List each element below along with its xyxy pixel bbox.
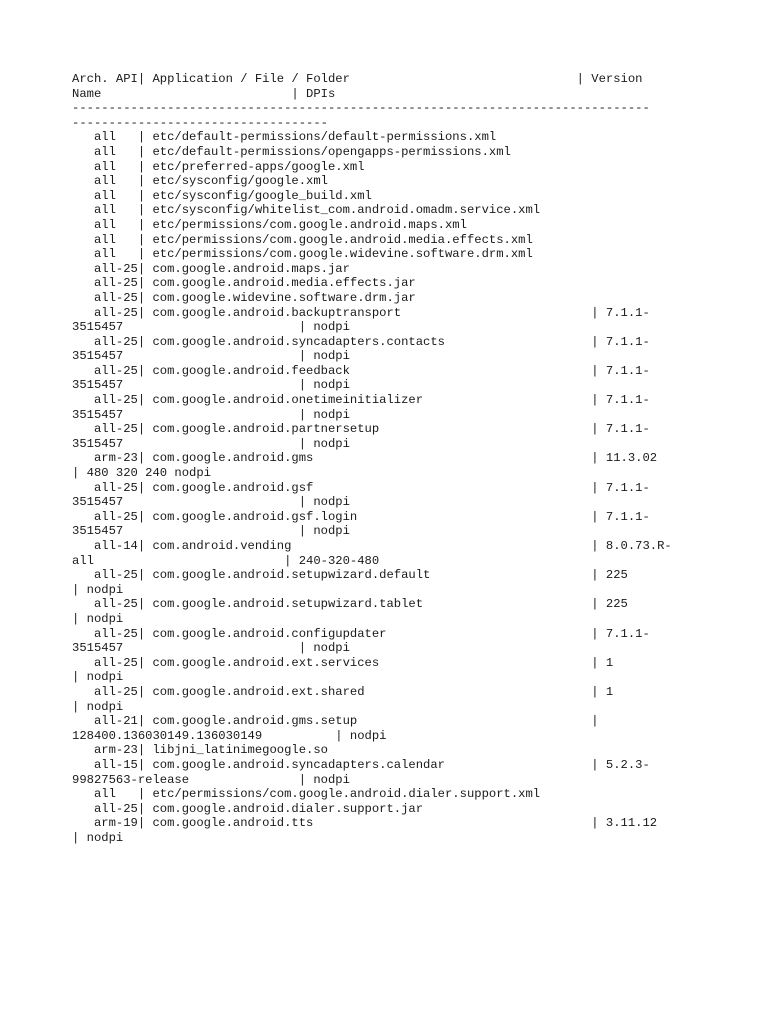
text-line: all-25| com.google.android.setupwizard.tablet | 225	[72, 597, 628, 612]
text-line: all | etc/permissions/com.google.android.dialer.support.xml	[72, 787, 541, 802]
text-line: 3515457 | nodpi	[72, 524, 350, 539]
text-line: all | etc/default-permissions/opengapps-permissions.xml	[72, 144, 511, 159]
text-line: | nodpi	[72, 611, 124, 626]
text-line: all-25| com.google.android.dialer.support.jar	[72, 801, 424, 816]
text-line: all-25| com.google.android.setupwizard.default | 225	[72, 568, 628, 583]
text-line: all-25| com.google.widevine.software.drm.jar	[72, 290, 416, 305]
text-line: all-25| com.google.android.syncadapters.contacts | 7.1.1-	[72, 334, 650, 349]
text-line: arm-23| com.google.android.gms | 11.3.02	[72, 451, 658, 466]
table-header-line: Name | DPIs	[72, 86, 336, 101]
text-line: all | etc/permissions/com.google.android.media.effects.xml	[72, 232, 533, 247]
text-line: | 480 320 240 nodpi	[72, 466, 211, 481]
text-line: all | etc/sysconfig/google.xml	[72, 174, 328, 189]
text-line: all-25| com.google.android.ext.services | 1	[72, 655, 614, 670]
text-line: all-25| com.google.android.onetimeinitializer | 7.1.1-	[72, 393, 650, 408]
text-line: all-15| com.google.android.syncadapters.calendar | 5.2.3-	[72, 757, 650, 772]
text-line: all-21| com.google.android.gms.setup |	[72, 714, 599, 729]
text-line: 3515457 | nodpi	[72, 378, 350, 393]
text-line: | nodpi	[72, 670, 124, 685]
text-line: 99827563-release | nodpi	[72, 772, 350, 787]
text-line: all | etc/sysconfig/whitelist_com.android.omadm.service.xml	[72, 203, 541, 218]
text-line: | nodpi	[72, 699, 124, 714]
text-line: all | 240-320-480	[72, 553, 380, 568]
text-line: all-25| com.google.android.media.effects.jar	[72, 276, 416, 291]
text-line: 3515457 | nodpi	[72, 349, 350, 364]
text-line: all-25| com.google.android.backuptransport | 7.1.1-	[72, 305, 650, 320]
text-line: all | etc/default-permissions/default-permissions.xml	[72, 130, 497, 145]
separator-line: -----------------------------------	[72, 115, 328, 130]
text-line: all-25| com.google.android.configupdater | 7.1.1-	[72, 626, 650, 641]
text-line: arm-19| com.google.android.tts | 3.11.12	[72, 816, 658, 831]
separator-line: -------------------------------------------------------------------------------	[72, 101, 650, 116]
text-line: 3515457 | nodpi	[72, 436, 350, 451]
text-line: all-25| com.google.android.maps.jar	[72, 261, 350, 276]
text-line: 128400.136030149.136030149 | nodpi	[72, 728, 387, 743]
text-line: 3515457 | nodpi	[72, 641, 350, 656]
text-line: all-25| com.google.android.gsf | 7.1.1-	[72, 480, 650, 495]
text-line: all | etc/permissions/com.google.widevine.software.drm.xml	[72, 247, 533, 262]
text-line: all | etc/sysconfig/google_build.xml	[72, 188, 372, 203]
text-line: all-25| com.google.android.feedback | 7.1.1-	[72, 363, 650, 378]
text-line: | nodpi	[72, 582, 124, 597]
text-line: 3515457 | nodpi	[72, 320, 350, 335]
text-line: all-25| com.google.android.gsf.login | 7.1.1-	[72, 509, 650, 524]
text-line: all-25| com.google.android.partnersetup | 7.1.1-	[72, 422, 650, 437]
text-line: all-14| com.android.vending | 8.0.73.R-	[72, 539, 672, 553]
text-line: all-25| com.google.android.ext.shared | 1	[72, 684, 614, 699]
text-line: 3515457 | nodpi	[72, 495, 350, 510]
text-line: arm-23| libjni_latinimegoogle.so	[72, 743, 328, 758]
document-page	[72, 72, 712, 845]
text-line: all | etc/preferred-apps/google.xml	[72, 159, 365, 174]
text-line: all | etc/permissions/com.google.android.maps.xml	[72, 217, 467, 232]
text-line: 3515457 | nodpi	[72, 407, 350, 422]
text-line: | nodpi	[72, 830, 124, 845]
table-header-line: Arch. API| Application / File / Folder | Version	[72, 72, 643, 86]
